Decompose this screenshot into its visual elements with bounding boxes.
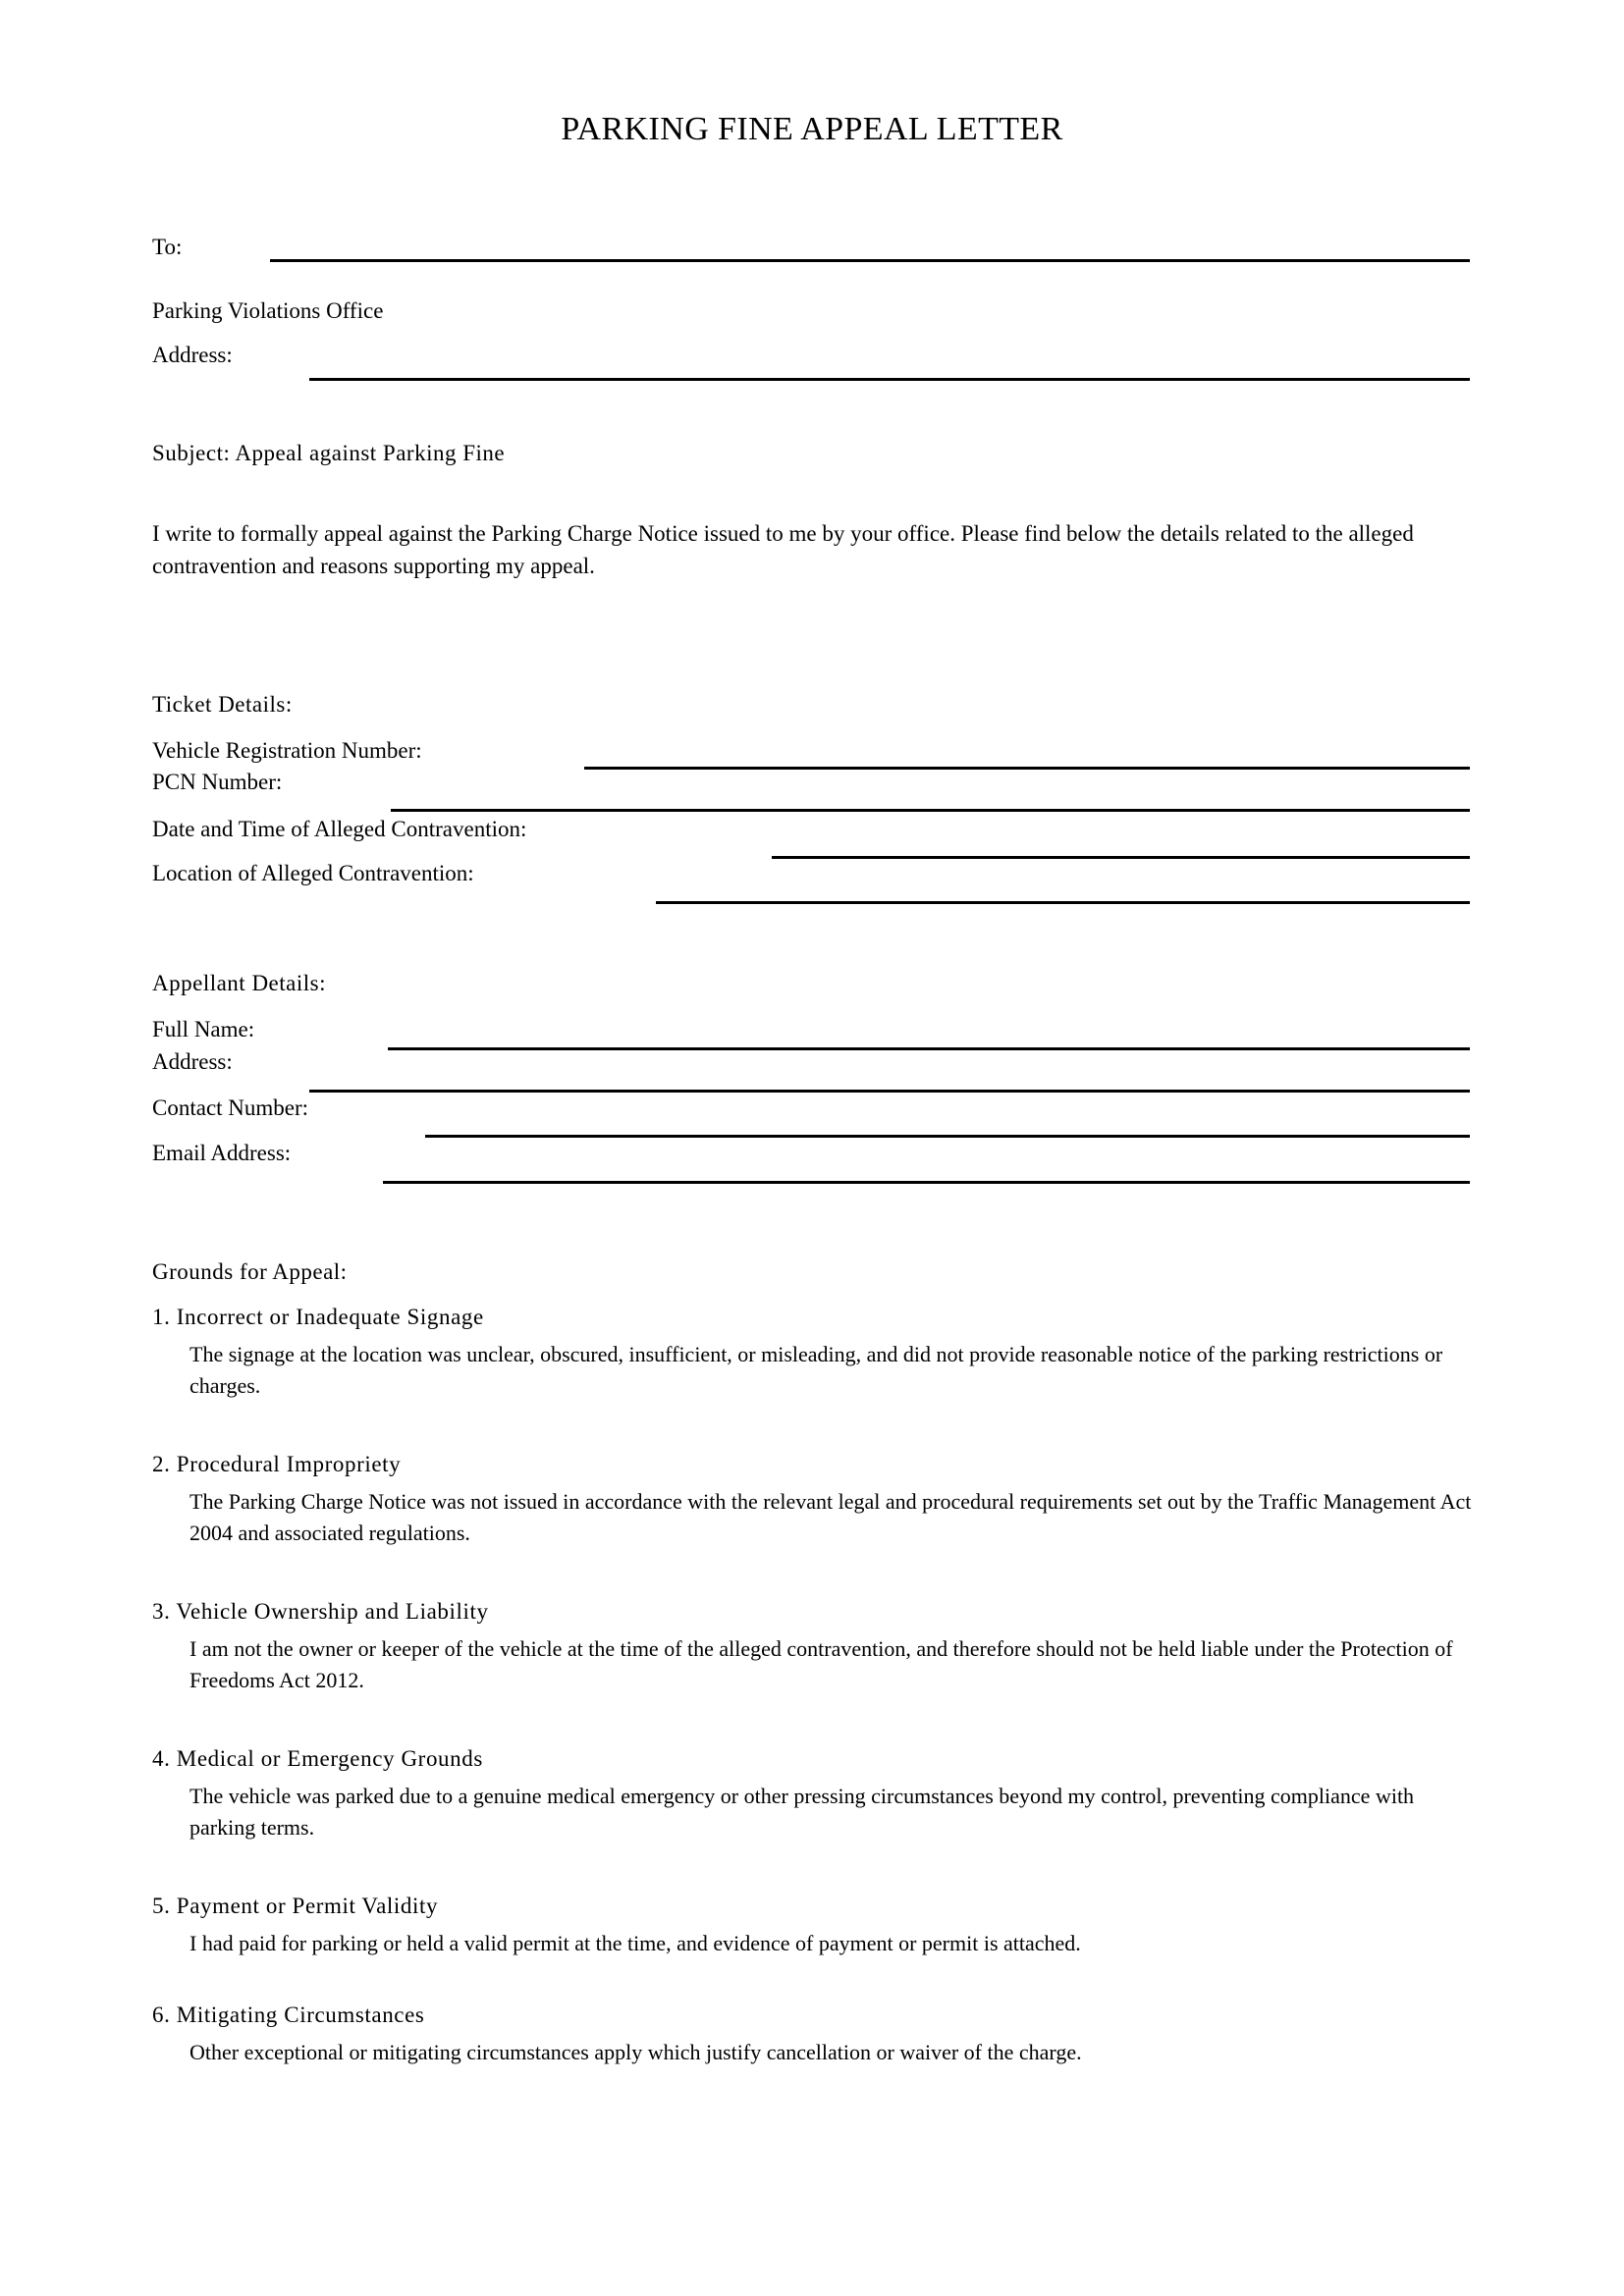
ground-item-4-title: 4. Medical or Emergency Grounds: [152, 1746, 483, 1771]
ground-item-4: [152, 1747, 1473, 1843]
subject-line: Subject: Appeal against Parking Fine: [152, 441, 506, 465]
field-vehicle-registration-number-rule[interactable]: [584, 767, 1470, 770]
ticket-details-heading: Ticket Details:: [152, 692, 293, 717]
field-full-name-rule[interactable]: [388, 1047, 1470, 1050]
field-appellant-address-label: Address:: [152, 1049, 233, 1074]
ground-item-2-title: 2. Procedural Impropriety: [152, 1452, 402, 1476]
field-recipient-address-rule[interactable]: [309, 378, 1470, 381]
field-to-rule[interactable]: [270, 259, 1470, 262]
field-recipient-address-label: Address:: [152, 343, 233, 367]
ground-item-2-body: The Parking Charge Notice was not issued in accordance with the relevant legal and procedural requirements set out by the Traffic Management Act 2004 and associated regulations.: [189, 1489, 1472, 1546]
ground-item-1-body: The signage at the location was unclear, obscured, insufficient, or misleading, and did not provide reasonable notice of the parking restrictions or charges.: [189, 1342, 1443, 1399]
ground-item-6-title: 6. Mitigating Circumstances: [152, 2002, 425, 2027]
field-location-contravention-rule[interactable]: [656, 901, 1470, 904]
intro-paragraph: I write to formally appeal against the Parking Charge Notice issued to me by your office. Please find below the details related to the alleged contravention and reasons supporting my appeal.: [152, 521, 1414, 578]
field-pcn-number-label: PCN Number:: [152, 770, 283, 794]
field-full-name-label: Full Name:: [152, 1017, 255, 1041]
ground-item-2: [152, 1453, 1473, 1549]
ground-item-6-body: Other exceptional or mitigating circumstances apply which justify cancellation or waiver of the charge.: [189, 2040, 1082, 2064]
field-date-time-contravention-label: Date and Time of Alleged Contravention:: [152, 817, 527, 841]
ground-item-5-body: I had paid for parking or held a valid permit at the time, and evidence of payment or permit is attached.: [189, 1931, 1081, 1955]
ground-item-1-title: 1. Incorrect or Inadequate Signage: [152, 1305, 484, 1329]
field-contact-number-label: Contact Number:: [152, 1095, 309, 1120]
field-contact-number-rule[interactable]: [425, 1135, 1470, 1138]
ground-item-3: [152, 1600, 1473, 1696]
field-email-address-rule[interactable]: [383, 1181, 1470, 1184]
ground-item-4-body: The vehicle was parked due to a genuine medical emergency or other pressing circumstances beyond my control, preventing compliance with parking terms.: [189, 1784, 1415, 1841]
ground-item-6: [152, 2003, 1473, 2068]
page-title: PARKING FINE APPEAL LETTER: [561, 111, 1063, 147]
ground-item-3-title: 3. Vehicle Ownership and Liability: [152, 1599, 489, 1624]
grounds-for-appeal-heading: Grounds for Appeal:: [152, 1259, 348, 1284]
field-to-label: To:: [152, 235, 183, 259]
ground-item-5: [152, 1895, 1473, 1959]
field-email-address-label: Email Address:: [152, 1141, 292, 1165]
recipient-office-name: Parking Violations Office: [152, 298, 384, 323]
ground-item-1: [152, 1306, 1473, 1402]
field-date-time-contravention-rule[interactable]: [772, 856, 1470, 859]
field-location-contravention-label: Location of Alleged Contravention:: [152, 861, 474, 885]
appellant-details-heading: Appellant Details:: [152, 971, 326, 995]
field-pcn-number-rule[interactable]: [391, 809, 1470, 812]
field-vehicle-registration-number-label: Vehicle Registration Number:: [152, 738, 422, 763]
field-appellant-address-rule[interactable]: [309, 1090, 1470, 1093]
ground-item-3-body: I am not the owner or keeper of the vehicle at the time of the alleged contravention, and therefore should not be held liable under the Protection of Freedoms Act 2012.: [189, 1636, 1453, 1693]
ground-item-5-title: 5. Payment or Permit Validity: [152, 1894, 439, 1918]
